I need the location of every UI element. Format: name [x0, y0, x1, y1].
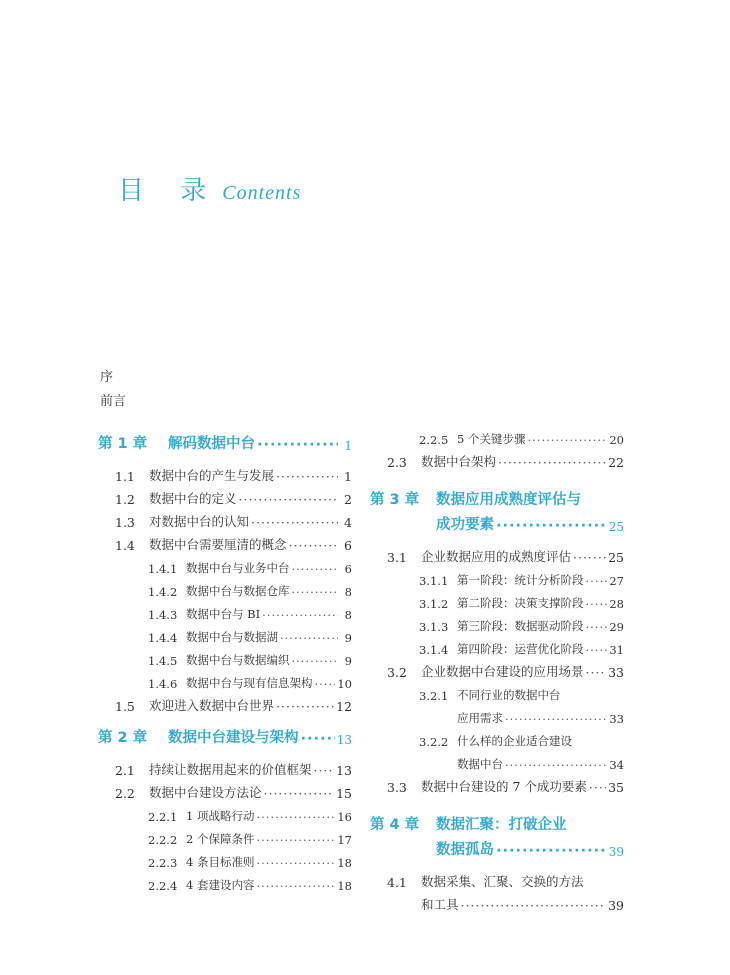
entry-title: 4 条目标准则	[186, 855, 255, 869]
entry-page: 35	[608, 780, 624, 795]
chapter-title: 解码数据中台	[168, 436, 255, 452]
entry-page: 6	[344, 538, 352, 553]
entry-page: 10	[337, 677, 352, 691]
toc-entry[interactable]	[98, 824, 352, 847]
entry-page: 17	[337, 833, 352, 847]
entry-title: 数据中台的定义	[149, 491, 237, 506]
toc-chapter-4[interactable]	[370, 809, 624, 859]
toc-entry[interactable]	[98, 645, 352, 668]
leader-dots	[264, 786, 335, 801]
toc-title-en: Contents	[222, 182, 302, 204]
leader-dots	[573, 550, 606, 565]
entry-number: 2.2.3	[148, 856, 178, 870]
entry-title: 数据中台与业务中台	[186, 561, 290, 575]
entry-page: 16	[337, 810, 352, 824]
entry-number: 1.4.4	[148, 631, 178, 645]
entry-title-line1: 什么样的企业适合建设	[457, 734, 572, 748]
entry-title: 数据中台与数据湖	[186, 630, 278, 644]
leader-dots	[586, 597, 608, 611]
toc-entry[interactable]	[98, 576, 352, 599]
entry-title: 第三阶段：数据驱动阶段	[457, 619, 584, 633]
entry-page: 8	[344, 608, 352, 622]
entry-number: 1.4.5	[148, 654, 178, 668]
leader-dots	[589, 780, 606, 795]
entry-number: 1.1	[115, 469, 135, 484]
entry-title-line2: 应用需求	[457, 711, 503, 725]
entry-title: 第四阶段：运营优化阶段	[457, 642, 584, 656]
toc-entry[interactable]	[98, 870, 352, 893]
entry-number: 2.2.2	[148, 833, 178, 847]
toc-entry[interactable]	[98, 553, 352, 576]
entry-number: 1.4.6	[148, 677, 178, 691]
entry-title: 5 个关键步骤	[457, 432, 526, 446]
entry-number: 3.1.3	[419, 620, 449, 634]
leader-dots	[289, 538, 338, 553]
entry-title-line2: 数据中台	[457, 757, 503, 771]
entry-title: 数据中台与 BI	[186, 607, 261, 621]
leader-dots	[505, 712, 607, 726]
toc-entry[interactable]	[370, 588, 624, 611]
toc-entry[interactable]	[98, 507, 352, 530]
entry-page: 34	[609, 758, 624, 772]
entry-page: 2	[344, 492, 352, 507]
entry-page: 33	[608, 665, 624, 680]
leader-dots	[527, 433, 607, 447]
chapter-page: 25	[608, 520, 624, 534]
toc-preface[interactable]: 序	[100, 370, 114, 385]
entry-page: 4	[344, 515, 352, 530]
chapter-page: 13	[336, 733, 352, 747]
entry-page: 9	[344, 654, 352, 668]
entry-number: 1.2	[115, 492, 135, 507]
chapter-title-line2: 数据孤岛	[436, 842, 494, 858]
chapter-title: 数据中台建设与架构	[168, 730, 299, 746]
entry-title-line1: 不同行业的数据中台	[457, 688, 561, 702]
leader-dots	[496, 843, 607, 859]
entry-page: 8	[344, 585, 352, 599]
toc-entry[interactable]	[370, 565, 624, 588]
chapter-page: 1	[344, 439, 352, 453]
chapter-number: 第 2 章	[98, 730, 148, 746]
toc-entry[interactable]	[98, 668, 352, 691]
entry-number: 2.2	[115, 786, 135, 801]
entry-title: 数据中台与现有信息架构	[186, 676, 313, 690]
entry-title: 对数据中台的认知	[149, 514, 250, 529]
entry-number: 1.4.2	[148, 585, 178, 599]
leader-dots	[496, 518, 607, 534]
toc-entry[interactable]	[98, 484, 352, 507]
toc-chapter[interactable]	[98, 722, 352, 747]
leader-dots	[498, 455, 606, 470]
entry-number: 2.1	[115, 763, 135, 778]
entry-number: 4.1	[387, 875, 407, 890]
entry-page: 39	[608, 898, 624, 913]
leader-dots	[505, 758, 607, 772]
toc-entry[interactable]	[98, 778, 352, 801]
entry-number: 1.4.1	[148, 562, 178, 576]
toc-entry[interactable]	[370, 680, 624, 726]
entry-number: 3.1	[387, 550, 407, 565]
entry-title: 企业数据中台建设的应用场景	[421, 664, 584, 679]
toc-chapter[interactable]	[98, 428, 352, 453]
leader-dots	[301, 731, 335, 747]
leader-dots	[251, 515, 338, 530]
entry-number: 1.4	[115, 538, 135, 553]
entry-page: 9	[344, 631, 352, 645]
toc-entry[interactable]	[370, 424, 624, 447]
toc-entry[interactable]	[370, 634, 624, 657]
toc-entry[interactable]	[98, 801, 352, 824]
toc-entry[interactable]	[370, 657, 624, 680]
entry-number: 1.3	[115, 515, 135, 530]
entry-page: 29	[609, 620, 624, 634]
entry-title: 2 个保障条件	[186, 832, 255, 846]
entry-number: 1.4.3	[148, 608, 178, 622]
entry-title: 企业数据应用的成熟度评估	[421, 549, 572, 564]
chapter-number: 第 4 章	[370, 817, 420, 833]
entry-title: 第一阶段：统计分析阶段	[457, 573, 584, 587]
entry-page: 6	[344, 562, 352, 576]
entry-page: 27	[609, 574, 624, 588]
leader-dots	[586, 665, 607, 680]
leader-dots	[292, 654, 339, 668]
leader-dots	[461, 898, 607, 913]
toc-title	[118, 170, 301, 207]
entry-title-line2: 和工具	[421, 897, 459, 912]
entry-number: 2.2.4	[148, 879, 178, 893]
leader-dots	[314, 763, 335, 778]
leader-dots	[239, 492, 338, 507]
toc-entry[interactable]	[98, 847, 352, 870]
leader-dots	[276, 469, 338, 484]
entry-number: 3.1.2	[419, 597, 449, 611]
leader-dots	[292, 562, 339, 576]
entry-page: 33	[609, 712, 624, 726]
entry-title: 数据中台的产生与发展	[149, 468, 275, 483]
entry-number: 3.2.2	[419, 735, 449, 749]
toc-title-cn: 目 录	[118, 176, 221, 206]
toc-entry[interactable]	[370, 542, 624, 565]
toc-entry[interactable]	[98, 622, 352, 645]
toc-entry[interactable]	[98, 461, 352, 484]
entry-title: 数据中台与数据编织	[186, 653, 290, 667]
chapter-title-line1: 数据应用成熟度评估与	[436, 492, 581, 508]
leader-dots	[292, 585, 339, 599]
leader-dots	[256, 856, 335, 870]
leader-dots	[586, 574, 608, 588]
entry-number: 3.2	[387, 665, 407, 680]
toc-right-column	[370, 424, 624, 913]
toc-foreword[interactable]: 前言	[100, 394, 127, 409]
entry-page: 18	[337, 879, 352, 893]
leader-dots	[262, 608, 338, 622]
entry-title: 欢迎进入数据中台世界	[149, 698, 275, 713]
toc-entry[interactable]	[98, 691, 352, 714]
entry-title: 数据中台建设的 7 个成功要素	[421, 779, 587, 794]
entry-number: 1.5	[115, 699, 135, 714]
entry-number: 3.1.1	[419, 574, 449, 588]
leader-dots	[256, 810, 335, 824]
chapter-page: 39	[608, 845, 624, 859]
chapter-title-line1: 数据汇聚：打破企业	[436, 817, 567, 833]
entry-title: 数据中台与数据仓库	[186, 584, 290, 598]
entry-title: 1 项战略行动	[186, 809, 255, 823]
toc-entry[interactable]	[370, 611, 624, 634]
entry-title: 第二阶段：决策支撑阶段	[457, 596, 584, 610]
leader-dots	[586, 643, 608, 657]
entry-page: 28	[609, 597, 624, 611]
entry-number: 3.3	[387, 780, 407, 795]
entry-page: 15	[336, 786, 352, 801]
chapter-number: 第 1 章	[98, 436, 148, 452]
entry-number: 2.2.1	[148, 810, 178, 824]
toc-chapter-3[interactable]	[370, 484, 624, 534]
toc-left-column	[98, 420, 352, 893]
entry-title: 4 套建设内容	[186, 878, 255, 892]
entry-page: 18	[337, 856, 352, 870]
entry-page: 20	[609, 433, 624, 447]
leader-dots	[586, 620, 608, 634]
leader-dots	[280, 631, 338, 645]
toc-entry[interactable]	[98, 755, 352, 778]
toc-entry[interactable]	[370, 726, 624, 772]
entry-number: 3.2.1	[419, 689, 449, 703]
entry-number: 3.1.4	[419, 643, 449, 657]
toc-entry[interactable]	[98, 599, 352, 622]
toc-entry[interactable]	[370, 447, 624, 470]
leader-dots	[257, 437, 338, 453]
leader-dots	[256, 879, 335, 893]
leader-dots	[315, 677, 336, 691]
entry-number: 2.3	[387, 455, 407, 470]
entry-page: 1	[344, 469, 352, 484]
entry-title: 数据中台建设方法论	[149, 785, 262, 800]
entry-title: 数据中台需要厘清的概念	[149, 537, 287, 552]
toc-entry[interactable]	[370, 772, 624, 795]
toc-entry[interactable]	[98, 530, 352, 553]
entry-page: 12	[336, 699, 352, 714]
leader-dots	[256, 833, 335, 847]
entry-number: 2.2.5	[419, 433, 449, 447]
entry-page: 25	[608, 550, 624, 565]
entry-page: 31	[609, 643, 624, 657]
chapter-number: 第 3 章	[370, 492, 420, 508]
toc-entry[interactable]	[370, 867, 624, 913]
entry-title-line1: 数据采集、汇聚、交换的方法	[421, 874, 584, 889]
entry-page: 13	[336, 763, 352, 778]
entry-title: 持续让数据用起来的价值框架	[149, 762, 312, 777]
entry-title: 数据中台架构	[421, 454, 497, 469]
chapter-title-line2: 成功要素	[436, 517, 494, 533]
leader-dots	[276, 699, 334, 714]
entry-page: 22	[608, 455, 624, 470]
